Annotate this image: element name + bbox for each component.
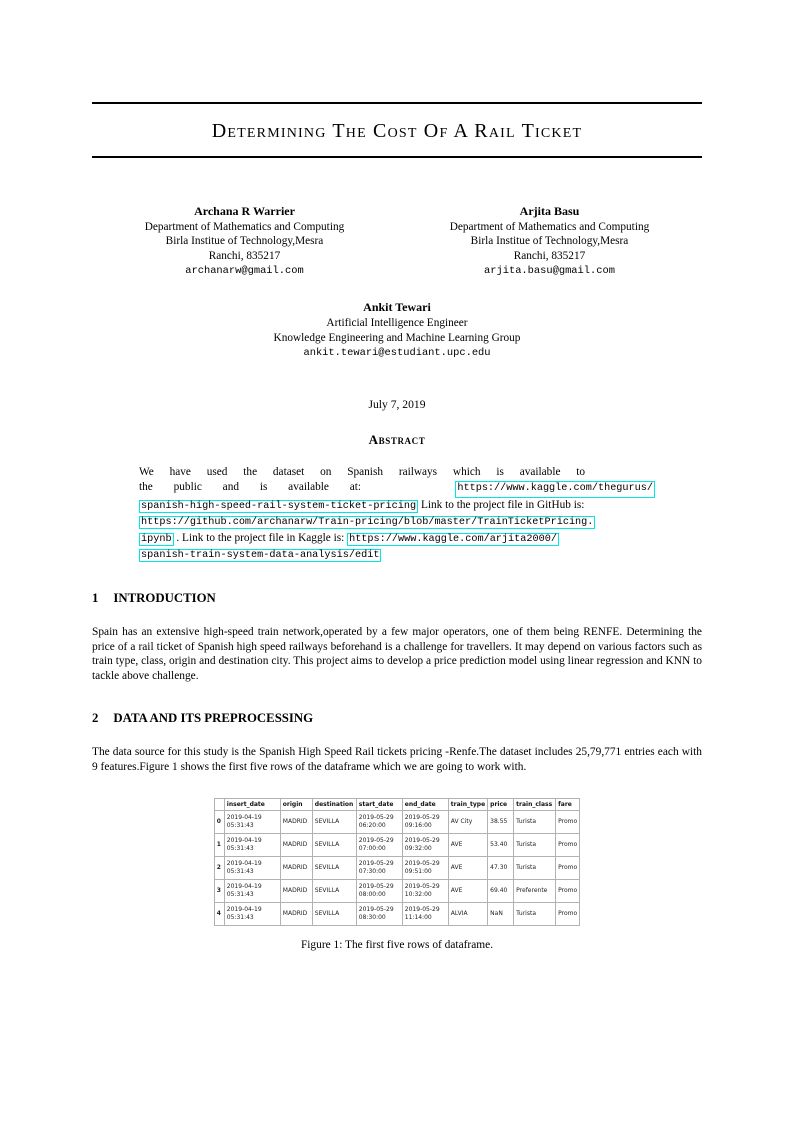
author-block-ankit xyxy=(92,300,702,360)
table-cell: SEVILLA xyxy=(312,903,356,926)
author-email: arjita.basu@gmail.com xyxy=(484,264,615,277)
title-rule-top xyxy=(92,102,702,104)
column-header-train-class: train_class xyxy=(514,799,556,811)
author-email: archanarw@gmail.com xyxy=(185,264,304,277)
abstract-line xyxy=(139,547,655,564)
table-cell: MADRID xyxy=(280,811,312,834)
table-cell: 2019-05-29 06:20:00 xyxy=(356,811,402,834)
section-1-title: INTRODUCTION xyxy=(113,591,216,606)
row-index: 1 xyxy=(214,834,224,857)
table-cell: 2019-04-19 05:31:43 xyxy=(224,880,280,903)
abstract-line xyxy=(139,480,655,498)
author-block-arjita xyxy=(397,204,702,278)
author-name: Arjita Basu xyxy=(519,204,580,218)
abstract-line xyxy=(139,498,655,515)
table-header-row xyxy=(214,799,579,811)
abstract-text xyxy=(139,465,655,564)
column-header-train-type: train_type xyxy=(448,799,487,811)
row-index: 0 xyxy=(214,811,224,834)
authors-row xyxy=(92,204,702,278)
publication-date: July 7, 2019 xyxy=(368,398,426,412)
title-rule-bottom xyxy=(92,156,702,158)
table-cell: MADRID xyxy=(280,834,312,857)
table-cell: 2019-05-29 07:30:00 xyxy=(356,857,402,880)
table-cell: AVE xyxy=(448,857,487,880)
table-row xyxy=(214,880,579,903)
abstract-line xyxy=(139,531,655,548)
kaggle-project-link[interactable]: https://www.kaggle.com/arjita2000/ xyxy=(349,533,557,545)
column-header-index xyxy=(214,799,224,811)
table-cell: Turista xyxy=(514,903,556,926)
kaggle-dataset-link[interactable]: https://www.kaggle.com/thegurus/ xyxy=(455,481,655,498)
figure-caption: Figure 1: The first five rows of dataframe. xyxy=(300,939,494,952)
table-cell: 2019-05-29 09:32:00 xyxy=(402,834,448,857)
table-cell: 38.55 xyxy=(488,811,514,834)
table-row xyxy=(214,834,579,857)
section-2-number: 2 xyxy=(92,710,99,725)
table-cell: AVE xyxy=(448,834,487,857)
table-cell: NaN xyxy=(488,903,514,926)
column-header-price: price xyxy=(488,799,514,811)
table-cell: Promo xyxy=(556,880,580,903)
column-header-destination: destination xyxy=(312,799,356,811)
column-header-start-date: start_date xyxy=(356,799,402,811)
table-cell: SEVILLA xyxy=(312,811,356,834)
author-affiliation: Knowledge Engineering and Machine Learning Group xyxy=(273,331,521,344)
section-1-body: Spain has an extensive high-speed train network,operated by a few major operators, one of them being RENFE. Determining the price of a rail ticket of Spanish high speed railways beforehand is a challenge for travellers. It may depend on various factors such as train type, class, origin and destination city. This project aims to develop a price prediction model using linear regression and KNN to tackle above challenge. xyxy=(92,626,702,683)
column-header-end-date: end_date xyxy=(402,799,448,811)
table-cell: SEVILLA xyxy=(312,834,356,857)
abstract-line-text: the public and is available at: xyxy=(139,481,362,494)
column-header-insert-date: insert_date xyxy=(224,799,280,811)
author-affiliation: Birla Institue of Technology,Mesra xyxy=(165,235,324,248)
table-cell: 2019-04-19 05:31:43 xyxy=(224,903,280,926)
column-header-origin: origin xyxy=(280,799,312,811)
author-affiliation: Ranchi, 835217 xyxy=(513,249,586,262)
row-index: 3 xyxy=(214,880,224,903)
table-cell: 2019-04-19 05:31:43 xyxy=(224,834,280,857)
table-row xyxy=(214,903,579,926)
abstract-line-text: . Link to the project file in Kaggle is: xyxy=(176,531,345,544)
github-project-link[interactable]: https://github.com/archanarw/Train-pricing/blob/master/TrainTicketPricing. xyxy=(141,517,594,529)
author-name: Archana R Warrier xyxy=(194,204,295,218)
table-cell: 53.40 xyxy=(488,834,514,857)
author-affiliation: Ranchi, 835217 xyxy=(208,249,281,262)
table-cell: 2019-05-29 10:32:00 xyxy=(402,880,448,903)
table-cell: 2019-04-19 05:31:43 xyxy=(224,857,280,880)
table-cell: Promo xyxy=(556,903,580,926)
table-cell: AV City xyxy=(448,811,487,834)
section-1-number: 1 xyxy=(92,591,99,606)
section-2-title: DATA AND ITS PREPROCESSING xyxy=(113,710,314,725)
github-project-link-continued[interactable]: ipynb xyxy=(141,533,172,545)
table-cell: 2019-05-29 08:30:00 xyxy=(356,903,402,926)
column-header-fare: fare xyxy=(556,799,580,811)
table-cell: 2019-04-19 05:31:43 xyxy=(224,811,280,834)
table-cell: SEVILLA xyxy=(312,857,356,880)
table-cell: Turista xyxy=(514,811,556,834)
table-cell: Turista xyxy=(514,834,556,857)
table-cell: SEVILLA xyxy=(312,880,356,903)
author-affiliation: Artificial Intelligence Engineer xyxy=(326,317,468,330)
table-cell: Preferente xyxy=(514,880,556,903)
table-cell: MADRID xyxy=(280,880,312,903)
table-cell: Promo xyxy=(556,811,580,834)
author-affiliation: Department of Mathematics and Computing xyxy=(449,221,650,233)
kaggle-project-link-continued[interactable]: spanish-train-system-data-analysis/edit xyxy=(141,550,380,562)
table-cell: 2019-05-29 11:14:00 xyxy=(402,903,448,926)
row-index: 2 xyxy=(214,857,224,880)
table-cell: Promo xyxy=(556,857,580,880)
author-affiliation: Department of Mathematics and Computing xyxy=(144,221,345,233)
author-name: Ankit Tewari xyxy=(363,300,431,315)
abstract-heading: Abstract xyxy=(368,432,426,448)
table-cell: Turista xyxy=(514,857,556,880)
author-email: ankit.tewari@estudiant.upc.edu xyxy=(303,346,491,359)
table-row xyxy=(214,811,579,834)
table-row xyxy=(214,857,579,880)
table-cell: 2019-05-29 07:00:00 xyxy=(356,834,402,857)
dataframe-table xyxy=(214,798,580,926)
table-cell: 2019-05-29 09:51:00 xyxy=(402,857,448,880)
kaggle-dataset-link-continued[interactable]: spanish-high-speed-rail-system-ticket-pricing xyxy=(141,500,417,512)
table-cell: 2019-05-29 09:16:00 xyxy=(402,811,448,834)
abstract-line-text: Link to the project file in GitHub is: xyxy=(420,498,585,511)
table-cell: AVE xyxy=(448,880,487,903)
paper-page xyxy=(0,102,794,1130)
section-2-heading xyxy=(92,711,702,726)
author-block-archana xyxy=(92,204,397,278)
table-cell: MADRID xyxy=(280,857,312,880)
table-cell: 69.40 xyxy=(488,880,514,903)
abstract-line: We have used the dataset on Spanish railways which is available to xyxy=(139,466,586,479)
figure-1 xyxy=(92,798,702,951)
table-cell: MADRID xyxy=(280,903,312,926)
author-affiliation: Birla Institue of Technology,Mesra xyxy=(470,235,629,248)
section-1-heading xyxy=(92,591,702,606)
table-cell: 2019-05-29 08:00:00 xyxy=(356,880,402,903)
section-2-body: The data source for this study is the Spanish High Speed Rail tickets pricing -Renfe.The dataset includes 25,79,771 entries each with 9 features.Figure 1 shows the first five rows of the dataframe which we are going to work with. xyxy=(92,745,702,773)
table-cell: 47.30 xyxy=(488,857,514,880)
table-cell: ALVIA xyxy=(448,903,487,926)
table-cell: Promo xyxy=(556,834,580,857)
paper-title: Determining The Cost Of A Rail Ticket xyxy=(211,120,583,142)
row-index: 4 xyxy=(214,903,224,926)
abstract-line xyxy=(139,514,655,531)
